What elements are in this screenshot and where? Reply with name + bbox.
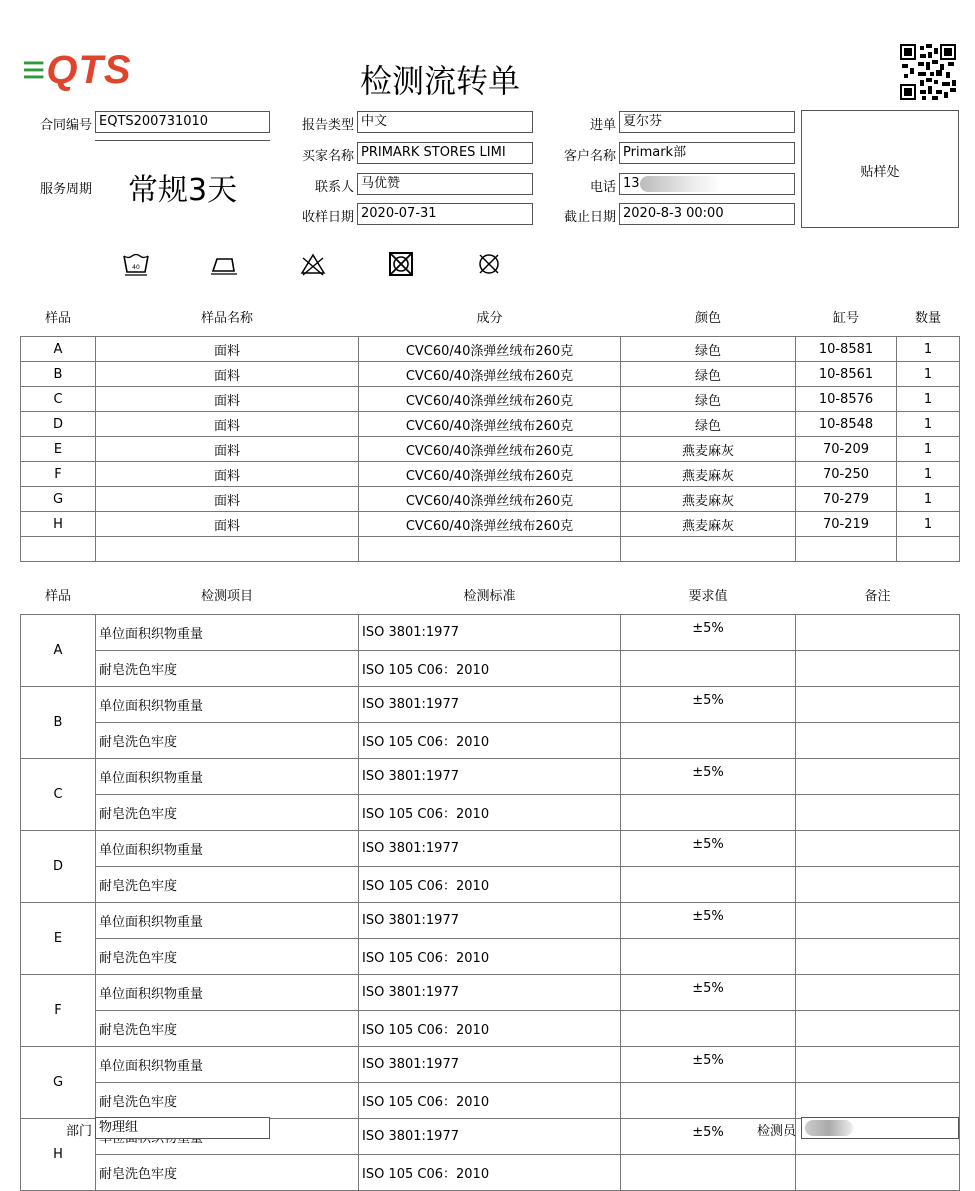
qr-code-icon — [900, 44, 956, 100]
table-cell: ISO 105 C06：2010 — [359, 795, 621, 831]
table-row — [21, 615, 960, 651]
table-cell: ISO 3801:1977 — [359, 975, 621, 1011]
contact-label: 联系人 — [314, 180, 354, 195]
table-cell: ISO 3801:1977 — [359, 615, 621, 651]
table-cell: ISO 3801:1977 — [359, 759, 621, 795]
sample-id-cell: E — [21, 903, 96, 975]
table-row — [21, 387, 960, 412]
period-label: 服务周期 — [39, 182, 92, 197]
table-cell — [621, 1011, 796, 1047]
table-cell: D — [21, 412, 96, 437]
table-cell: 单位面积织物重量 — [96, 975, 359, 1011]
received-date-field[interactable]: 2020-07-31 — [357, 203, 533, 225]
divider — [95, 140, 270, 141]
redacted-mask — [805, 1120, 853, 1136]
table-cell: ISO 105 C06：2010 — [359, 723, 621, 759]
table-cell: 耐皂洗色牢度 — [96, 867, 359, 903]
column-header: 样品名称 — [200, 310, 253, 326]
table-row — [21, 487, 960, 512]
customer-field[interactable]: Primark部 — [619, 142, 795, 164]
table-cell: 单位面积织物重量 — [96, 831, 359, 867]
sample-id-cell: D — [21, 831, 96, 903]
table-row — [21, 537, 960, 562]
table-cell: 面料 — [96, 387, 359, 412]
table-cell: 绿色 — [621, 337, 796, 362]
table-cell — [796, 651, 960, 687]
table-header-row — [21, 574, 960, 615]
sample-id-cell: H — [21, 1119, 96, 1191]
table-cell: 耐皂洗色牢度 — [96, 939, 359, 975]
column-header: 样品 — [44, 310, 71, 326]
buyer-field[interactable]: PRIMARK STORES LIMI — [357, 142, 533, 164]
table-cell: 绿色 — [621, 412, 796, 437]
table-cell: 70-250 — [796, 462, 897, 487]
table-cell: ±5% — [621, 687, 796, 723]
table-cell: 耐皂洗色牢度 — [96, 1083, 359, 1119]
table-cell: 70-279 — [796, 487, 897, 512]
table-cell — [796, 867, 960, 903]
table-cell — [621, 1083, 796, 1119]
table-row — [21, 903, 960, 939]
table-cell — [359, 537, 621, 562]
page-title: 检测流转单 — [360, 62, 521, 100]
sample-id-cell: F — [21, 975, 96, 1047]
table-cell: CVC60/40涤弹丝绒布260克 — [359, 387, 621, 412]
table-cell — [621, 939, 796, 975]
table-cell: 面料 — [96, 512, 359, 537]
table-cell: 单位面积织物重量 — [96, 687, 359, 723]
table-cell — [796, 1155, 960, 1191]
logo-text: QTS — [46, 48, 132, 92]
table-cell — [796, 1083, 960, 1119]
table-row — [21, 1047, 960, 1083]
phone-label: 电话 — [589, 180, 616, 195]
table-cell: CVC60/40涤弹丝绒布260克 — [359, 412, 621, 437]
table-cell — [897, 537, 960, 562]
table-cell — [796, 759, 960, 795]
table-row — [21, 1083, 960, 1119]
table-cell: 1 — [897, 512, 960, 537]
column-header: 样品 — [44, 588, 71, 604]
column-header: 颜色 — [694, 310, 721, 326]
table-cell: 面料 — [96, 362, 359, 387]
table-cell: 1 — [897, 462, 960, 487]
table-cell: ISO 3801:1977 — [359, 1119, 621, 1155]
table-cell: 10-8576 — [796, 387, 897, 412]
column-header: 检测标准 — [463, 588, 516, 604]
table-cell: ±5% — [621, 975, 796, 1011]
table-cell: 1 — [897, 362, 960, 387]
table-cell: H — [21, 512, 96, 537]
sample-id-cell: B — [21, 687, 96, 759]
column-header: 数量 — [914, 310, 941, 326]
iron-icon — [209, 250, 239, 278]
table-cell: ISO 105 C06：2010 — [359, 939, 621, 975]
table-cell: CVC60/40涤弹丝绒布260克 — [359, 362, 621, 387]
table-cell: 10-8581 — [796, 337, 897, 362]
column-header: 备注 — [864, 588, 891, 604]
table-cell: 单位面积织物重量 — [96, 759, 359, 795]
table-cell: 面料 — [96, 412, 359, 437]
svg-text:40: 40 — [132, 264, 140, 271]
table-cell: ±5% — [621, 759, 796, 795]
table-cell — [796, 975, 960, 1011]
table-row — [21, 939, 960, 975]
table-row — [21, 512, 960, 537]
table-cell — [21, 537, 96, 562]
deadline-label: 截止日期 — [563, 210, 616, 225]
table-cell: 单位面积织物重量 — [96, 1047, 359, 1083]
table-cell: CVC60/40涤弹丝绒布260克 — [359, 487, 621, 512]
table-cell: ±5% — [621, 1119, 796, 1155]
table-cell: 燕麦麻灰 — [621, 437, 796, 462]
table-cell: ISO 105 C06：2010 — [359, 1155, 621, 1191]
wash-40-icon — [121, 250, 151, 278]
table-cell: B — [21, 362, 96, 387]
column-header: 检测项目 — [200, 588, 253, 604]
table-cell — [796, 939, 960, 975]
deadline-field[interactable]: 2020-8-3 00:00 — [619, 203, 795, 225]
table-cell: 绿色 — [621, 387, 796, 412]
table-cell — [621, 723, 796, 759]
table-header-row — [21, 296, 960, 337]
table-cell: 1 — [897, 387, 960, 412]
table-cell: G — [21, 487, 96, 512]
table-cell: 单位面积织物重量 — [96, 615, 359, 651]
phone-value: 13 — [623, 176, 640, 191]
table-cell — [621, 867, 796, 903]
table-row — [21, 831, 960, 867]
no-bleach-icon — [298, 250, 328, 278]
table-row — [21, 651, 960, 687]
table-cell — [621, 651, 796, 687]
table-cell: ISO 3801:1977 — [359, 903, 621, 939]
table-row — [21, 1155, 960, 1191]
order-field[interactable]: 夏尔芬 — [619, 111, 795, 133]
tests-table — [20, 574, 960, 1191]
table-row — [21, 437, 960, 462]
table-row — [21, 412, 960, 437]
table-cell: 耐皂洗色牢度 — [96, 723, 359, 759]
buyer-label: 买家名称 — [301, 149, 354, 164]
no-dryclean-icon — [474, 250, 504, 278]
table-cell: A — [21, 337, 96, 362]
customer-label: 客户名称 — [563, 149, 616, 164]
inspector-field[interactable] — [801, 1117, 959, 1139]
table-row — [21, 867, 960, 903]
table-cell: F — [21, 462, 96, 487]
table-cell: 耐皂洗色牢度 — [96, 651, 359, 687]
table-cell: 10-8561 — [796, 362, 897, 387]
column-header: 要求值 — [688, 588, 728, 604]
table-cell: ISO 105 C06：2010 — [359, 651, 621, 687]
redacted-mask — [640, 176, 720, 192]
table-cell: 1 — [897, 412, 960, 437]
table-row — [21, 975, 960, 1011]
sample-id-cell: C — [21, 759, 96, 831]
table-row — [21, 795, 960, 831]
table-cell — [96, 537, 359, 562]
table-cell: ±5% — [621, 615, 796, 651]
table-cell — [796, 1047, 960, 1083]
report-type-label: 报告类型 — [301, 118, 354, 133]
table-cell: 70-219 — [796, 512, 897, 537]
table-cell — [621, 537, 796, 562]
table-cell: 1 — [897, 437, 960, 462]
table-cell: 1 — [897, 337, 960, 362]
report-type-field[interactable]: 中文 — [357, 111, 533, 133]
table-cell: ISO 3801:1977 — [359, 687, 621, 723]
contact-field[interactable]: 马优赞 — [357, 173, 533, 195]
table-cell: ISO 105 C06：2010 — [359, 867, 621, 903]
table-cell: CVC60/40涤弹丝绒布260克 — [359, 512, 621, 537]
inspector-label: 检测员 — [756, 1124, 796, 1139]
table-cell — [796, 903, 960, 939]
logo-mark: ≡ — [22, 48, 47, 92]
table-cell — [796, 537, 897, 562]
table-cell: 面料 — [96, 437, 359, 462]
table-cell — [621, 1155, 796, 1191]
table-row — [21, 362, 960, 387]
table-row — [21, 687, 960, 723]
table-cell: E — [21, 437, 96, 462]
table-cell: 燕麦麻灰 — [621, 487, 796, 512]
column-header: 缸号 — [832, 310, 859, 326]
order-label: 进单 — [589, 118, 616, 133]
table-row — [21, 1011, 960, 1047]
sample-id-cell: A — [21, 615, 96, 687]
table-cell: 燕麦麻灰 — [621, 462, 796, 487]
table-cell: CVC60/40涤弹丝绒布260克 — [359, 437, 621, 462]
table-cell — [621, 795, 796, 831]
table-cell: ±5% — [621, 903, 796, 939]
contract-label: 合同编号 — [39, 118, 92, 133]
table-row — [21, 462, 960, 487]
table-cell: 绿色 — [621, 362, 796, 387]
contract-field[interactable]: EQTS200731010 — [95, 111, 270, 133]
table-cell: C — [21, 387, 96, 412]
table-cell — [796, 687, 960, 723]
table-cell — [796, 1011, 960, 1047]
table-cell: 1 — [897, 487, 960, 512]
sample-paste-area — [801, 110, 959, 228]
sample-id-cell: G — [21, 1047, 96, 1119]
table-cell: 面料 — [96, 462, 359, 487]
table-cell: 耐皂洗色牢度 — [96, 795, 359, 831]
table-cell — [796, 795, 960, 831]
table-row — [21, 723, 960, 759]
table-cell: 耐皂洗色牢度 — [96, 1011, 359, 1047]
table-cell: 面料 — [96, 487, 359, 512]
table-row — [21, 759, 960, 795]
table-cell: 单位面积织物重量 — [96, 903, 359, 939]
table-cell — [796, 615, 960, 651]
table-cell: ISO 105 C06：2010 — [359, 1083, 621, 1119]
received-date-label: 收样日期 — [301, 210, 354, 225]
table-cell: ISO 3801:1977 — [359, 1047, 621, 1083]
table-cell: 面料 — [96, 337, 359, 362]
table-cell: CVC60/40涤弹丝绒布260克 — [359, 337, 621, 362]
table-cell: 耐皂洗色牢度 — [96, 1155, 359, 1191]
table-cell — [796, 831, 960, 867]
table-cell: ISO 105 C06：2010 — [359, 1011, 621, 1047]
table-cell: 70-209 — [796, 437, 897, 462]
samples-table — [20, 296, 960, 562]
dept-field[interactable]: 物理组 — [95, 1117, 270, 1139]
table-cell: CVC60/40涤弹丝绒布260克 — [359, 462, 621, 487]
period-value: 常规3天 — [128, 173, 238, 208]
table-cell: ISO 3801:1977 — [359, 831, 621, 867]
column-header: 成分 — [476, 310, 503, 326]
table-cell: 10-8548 — [796, 412, 897, 437]
table-cell: ±5% — [621, 831, 796, 867]
sample-paste-label: 贴样处 — [860, 165, 900, 180]
phone-field[interactable] — [619, 173, 795, 195]
dept-label: 部门 — [65, 1124, 92, 1139]
table-cell: ±5% — [621, 1047, 796, 1083]
company-logo — [22, 48, 132, 93]
no-tumble-dry-icon — [386, 250, 416, 278]
table-cell — [796, 723, 960, 759]
table-row — [21, 337, 960, 362]
table-cell: 燕麦麻灰 — [621, 512, 796, 537]
